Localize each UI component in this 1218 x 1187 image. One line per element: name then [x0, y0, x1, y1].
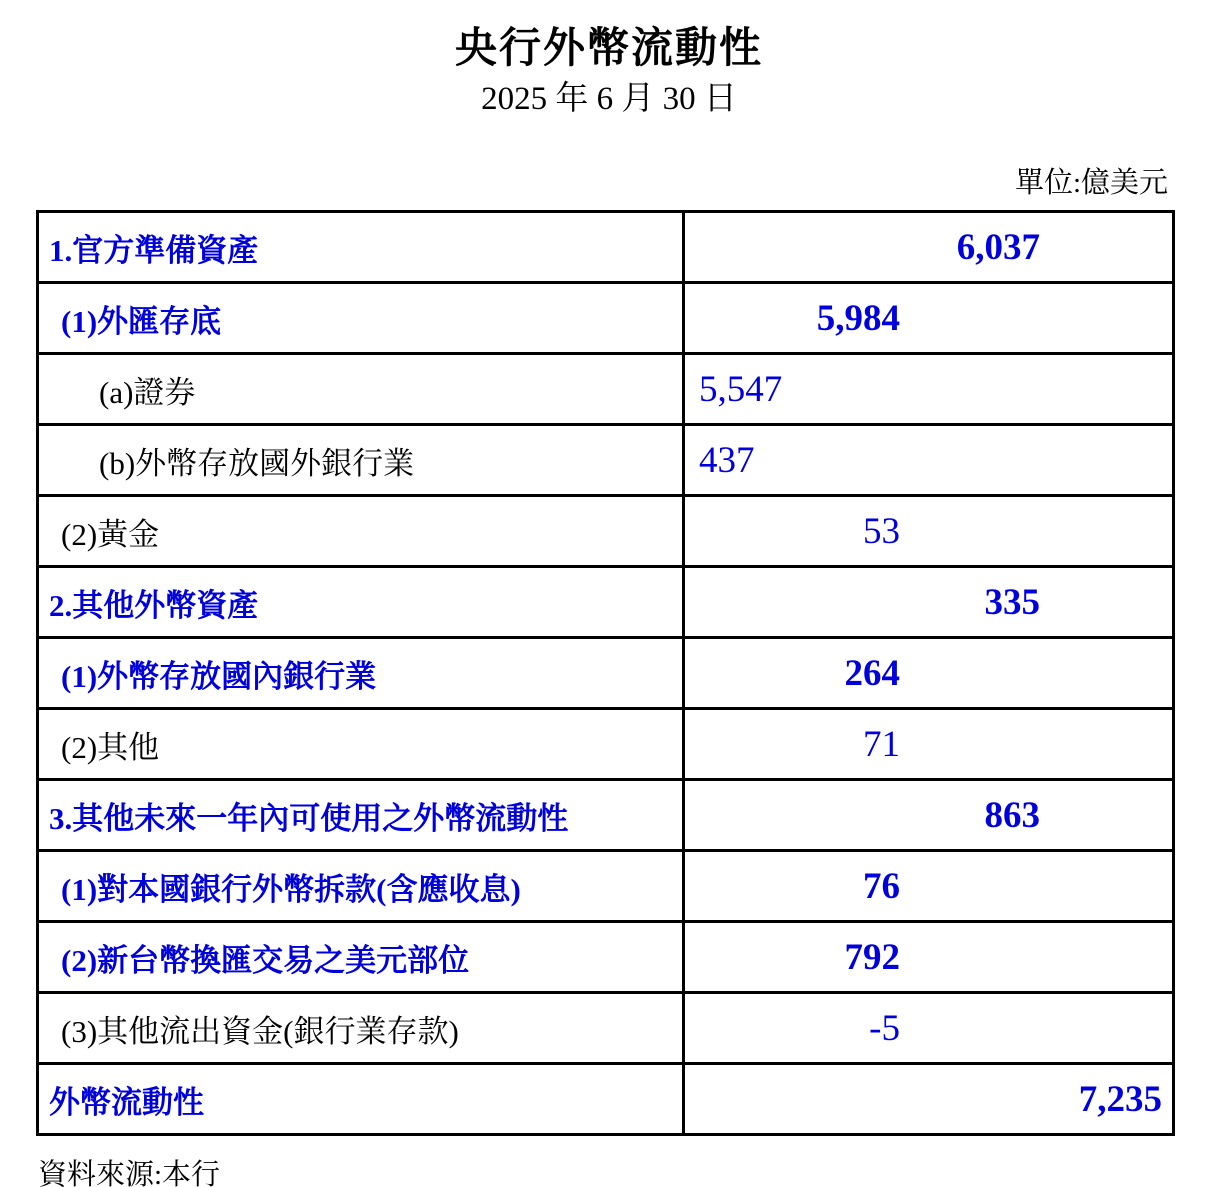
report-content — [36, 160, 1172, 1187]
row-value: 335 — [684, 567, 1174, 638]
row-value: 6,037 — [684, 212, 1174, 283]
source-note: 資料來源:本行 — [38, 1159, 221, 1187]
row-label: (2)其他 — [38, 709, 684, 780]
row-label: 2.其他外幣資產 — [38, 567, 684, 638]
row-value: -5 — [684, 993, 1174, 1064]
table-row — [38, 425, 1174, 496]
row-value: 264 — [684, 638, 1174, 709]
row-value: 5,547 — [684, 354, 1174, 425]
row-value: 76 — [684, 851, 1174, 922]
row-label: (1)外匯存底 — [38, 283, 684, 354]
liquidity-table — [36, 210, 1175, 1136]
unit-label: 單位:億美元 — [1014, 167, 1168, 199]
row-label: 外幣流動性 — [38, 1064, 684, 1135]
row-label: (1)對本國銀行外幣拆款(含應收息) — [38, 851, 684, 922]
table-row — [38, 709, 1174, 780]
table-row — [38, 638, 1174, 709]
row-label: (a)證券 — [38, 354, 684, 425]
row-label: (1)外幣存放國內銀行業 — [38, 638, 684, 709]
table-row — [38, 993, 1174, 1064]
row-label: (3)其他流出資金(銀行業存款) — [38, 993, 684, 1064]
table-row — [38, 354, 1174, 425]
row-label: 3.其他未來一年內可使用之外幣流動性 — [38, 780, 684, 851]
table-row — [38, 496, 1174, 567]
row-label: (b)外幣存放國外銀行業 — [38, 425, 684, 496]
row-value: 5,984 — [684, 283, 1174, 354]
table-row — [38, 283, 1174, 354]
row-value: 863 — [684, 780, 1174, 851]
row-label: 1.官方準備資產 — [38, 212, 684, 283]
report-header — [0, 0, 1218, 120]
row-value: 71 — [684, 709, 1174, 780]
page-title: 央行外幣流動性 — [454, 26, 763, 72]
table-row — [38, 1064, 1174, 1135]
row-value: 53 — [684, 496, 1174, 567]
table-row — [38, 922, 1174, 993]
row-label: (2)黃金 — [38, 496, 684, 567]
report-date: 2025 年 6 月 30 日 — [481, 81, 737, 117]
table-body — [38, 212, 1174, 1135]
row-value: 7,235 — [684, 1064, 1174, 1135]
table-row — [38, 851, 1174, 922]
table-row — [38, 212, 1174, 283]
row-value: 792 — [684, 922, 1174, 993]
table-row — [38, 567, 1174, 638]
row-label: (2)新台幣換匯交易之美元部位 — [38, 922, 684, 993]
row-value: 437 — [684, 425, 1174, 496]
table-row — [38, 780, 1174, 851]
